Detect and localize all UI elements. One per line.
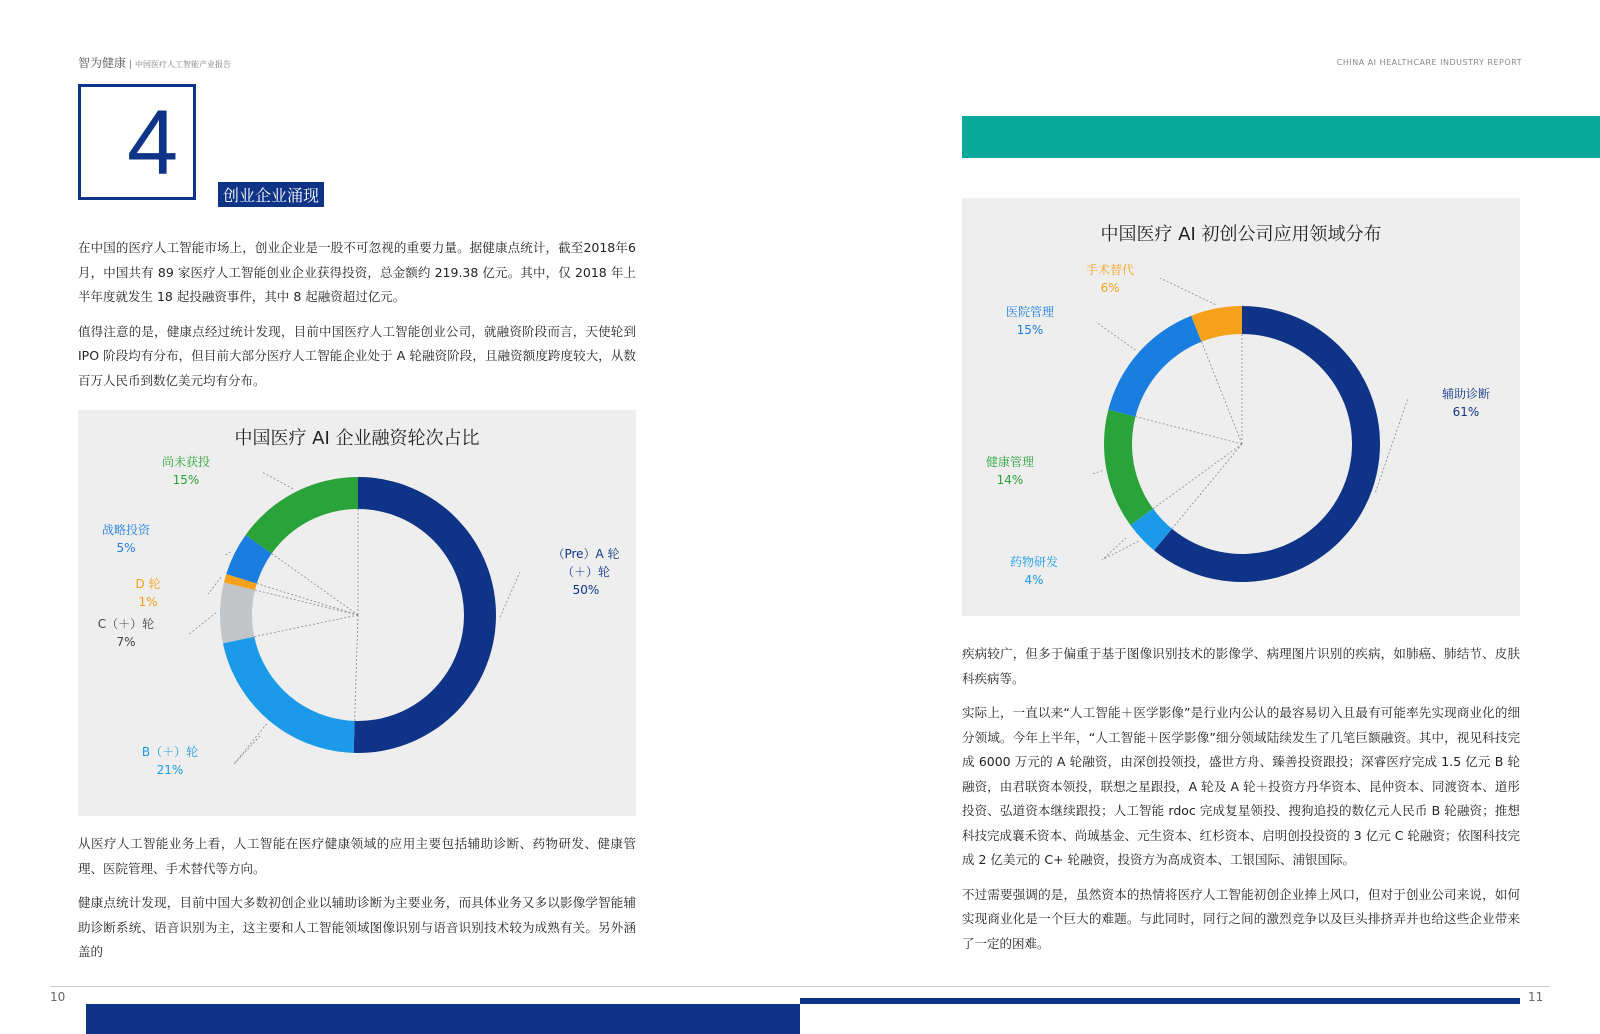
slice-percent-label: 6% xyxy=(1100,281,1120,295)
teal-banner xyxy=(962,116,1600,158)
donut-slice xyxy=(354,477,496,753)
paragraph: 不过需要强调的是，虽然资本的热情将医疗人工智能初创企业捧上风口，但对于创业公司来说，如何实现商业化是一个巨大的难题。与此同时，同行之间的激烈竞争以及巨头排挤弄并也给这些企业带来了一定的困难。 xyxy=(962,886,1520,951)
donut-slice xyxy=(246,477,358,554)
leader-line xyxy=(208,577,221,594)
header-right-title: CHINA AI HEALTHCARE INDUSTRY REPORT xyxy=(1336,58,1522,67)
slice-category-label: 健康管理 xyxy=(985,455,1035,469)
slice-category-label: 尚未获投 xyxy=(161,455,211,469)
header-left xyxy=(78,54,231,71)
paragraph: 从医疗人工智能业务上看，人工智能在医疗健康领域的应用主要包括辅助诊断、药物研发、健康管理、医院管理、手术替代等方向。 xyxy=(78,836,636,876)
slice-percent-label: 7% xyxy=(116,635,136,649)
application-field-donut xyxy=(962,198,1520,616)
slice-percent-label: 21% xyxy=(156,763,184,777)
paragraph: 在中国的医疗人工智能市场上，创业企业是一股不可忽视的重要力量。据健康点统计，截至2018年6月，中国共有 89 家医疗人工智能创业企业获得投资，总金额约 219.38 亿元。其中，仅 2018 年上半年度就发生 18 起投融资事件，其中 8 起融资超过亿元。 xyxy=(78,240,636,304)
paragraph: 值得注意的是，健康点经过统计发现，目前中国医疗人工智能创业公司，就融资阶段而言，天使轮到 IPO 阶段均有分布，但目前大部分医疗人工智能企业处于 A 轮融资阶段，且融资额度跨度较大，从数百万人民币到数亿美元均有分布。 xyxy=(78,323,636,388)
slice-category-label: C（＋）轮 xyxy=(97,617,155,631)
leader-line xyxy=(262,472,293,489)
paragraph: 实际上，一直以来“人工智能＋医学影像”是行业内公认的最容易切入且最有可能率先实现商业化的细分领域。今年上半年，“人工智能＋医学影像”细分领域陆续发生了几笔巨额融资。其中，视见科技完成 6000 万元的 A 轮融资，由深创投领投，盛世方舟、臻善投资跟投；深睿医疗完成 1.5 亿元 B 轮融资，由君联资本领投，联想之星跟投，A 轮及 A 轮＋投资方丹华资本、昆仲资本、同渡资本、道彤投资、弘道资本继续跟投；人工智能 rdoc 完成复星领投、搜狗追投的数亿元人民币 B 轮融资；推想科技完成襄禾资本、尚珹基金、元生资本、红杉资本、启明创投投资的 3 亿元 C 轮融资；依图科技完成 2 亿美元的 C+ 轮融资，投资方为高成资本、工银国际、浦银国际。 xyxy=(962,705,1520,867)
page-number-left: 10 xyxy=(50,990,66,1004)
section-number-box xyxy=(78,84,196,200)
footer-rule xyxy=(50,986,1550,987)
donut-slice xyxy=(220,582,255,643)
leader-line xyxy=(224,552,231,556)
slice-percent-label: 15% xyxy=(1016,323,1044,337)
leader-line xyxy=(1092,471,1103,474)
page-number-right: 11 xyxy=(1528,990,1544,1004)
donut-slice xyxy=(223,637,355,753)
slice-divider xyxy=(254,615,358,637)
slice-category-label: D 轮 xyxy=(135,577,161,591)
left-text-block-2 xyxy=(78,832,636,965)
slice-percent-label: 4% xyxy=(1024,573,1044,587)
leader-line xyxy=(234,724,267,764)
slice-divider xyxy=(1153,444,1242,509)
report-subtitle: 中国医疗人工智能产业报告 xyxy=(130,60,231,69)
slice-percent-label: 61% xyxy=(1452,405,1480,419)
leader-line xyxy=(1376,398,1408,492)
application-field-chart xyxy=(962,198,1520,616)
slice-percent-label: 50% xyxy=(572,583,600,597)
slice-percent-label: 15% xyxy=(172,473,200,487)
slice-category-label: 手术替代 xyxy=(1085,263,1135,277)
leader-line xyxy=(1102,538,1138,560)
slice-percent-label: 14% xyxy=(996,473,1024,487)
footer-bar-right xyxy=(800,998,1520,1004)
left-text-block-1 xyxy=(78,236,636,393)
funding-round-chart xyxy=(78,410,636,816)
slice-category-label: 战略投资 xyxy=(101,523,151,537)
slice-divider xyxy=(1135,417,1242,444)
slice-divider xyxy=(257,584,358,615)
leader-line xyxy=(188,613,216,635)
slice-divider xyxy=(272,554,358,615)
slice-category-label: （＋）轮 xyxy=(561,565,611,579)
slice-category-label: （Pre）A 轮 xyxy=(552,547,620,561)
slice-divider xyxy=(1172,444,1242,529)
chart-title: 中国医疗 AI 企业融资轮次占比 xyxy=(234,428,480,449)
section-title: 创业企业涌现 xyxy=(218,182,324,207)
slice-divider xyxy=(355,615,358,721)
report-brand: 智为健康 xyxy=(78,56,127,70)
slice-category-label: 辅助诊断 xyxy=(1441,387,1491,401)
leader-line xyxy=(500,572,520,617)
paragraph: 疾病较广，但多于偏重于基于图像识别技术的影像学、病理图片识别的疾病，如肺癌、肺结节、皮肤科疾病等。 xyxy=(962,646,1520,686)
paragraph: 健康点统计发现，目前中国大多数初创企业以辅助诊断为主要业务，而具体业务又多以影像学智能辅助诊断系统、语音识别为主，这主要和人工智能领域图像识别与语音识别技术较为成熟有关。另外涵盖的 xyxy=(78,895,636,959)
footer-bar-left xyxy=(86,1004,800,1034)
slice-divider xyxy=(1202,342,1242,444)
slice-category-label: B（＋）轮 xyxy=(141,745,199,759)
slice-category-label: 医院管理 xyxy=(1005,305,1055,319)
slice-percent-label: 5% xyxy=(116,541,136,555)
chart-title: 中国医疗 AI 初创公司应用领域分布 xyxy=(1100,224,1382,245)
donut-slice xyxy=(1104,410,1153,525)
slice-percent-label: 1% xyxy=(138,595,158,609)
funding-round-donut xyxy=(78,410,636,816)
leader-line xyxy=(1160,278,1215,305)
section-number: 4 xyxy=(127,92,179,194)
leader-line xyxy=(1096,322,1135,350)
donut-slice xyxy=(1108,316,1201,417)
slice-category-label: 药物研发 xyxy=(1009,555,1059,569)
slice-divider xyxy=(255,590,358,615)
right-text-block xyxy=(962,642,1520,956)
